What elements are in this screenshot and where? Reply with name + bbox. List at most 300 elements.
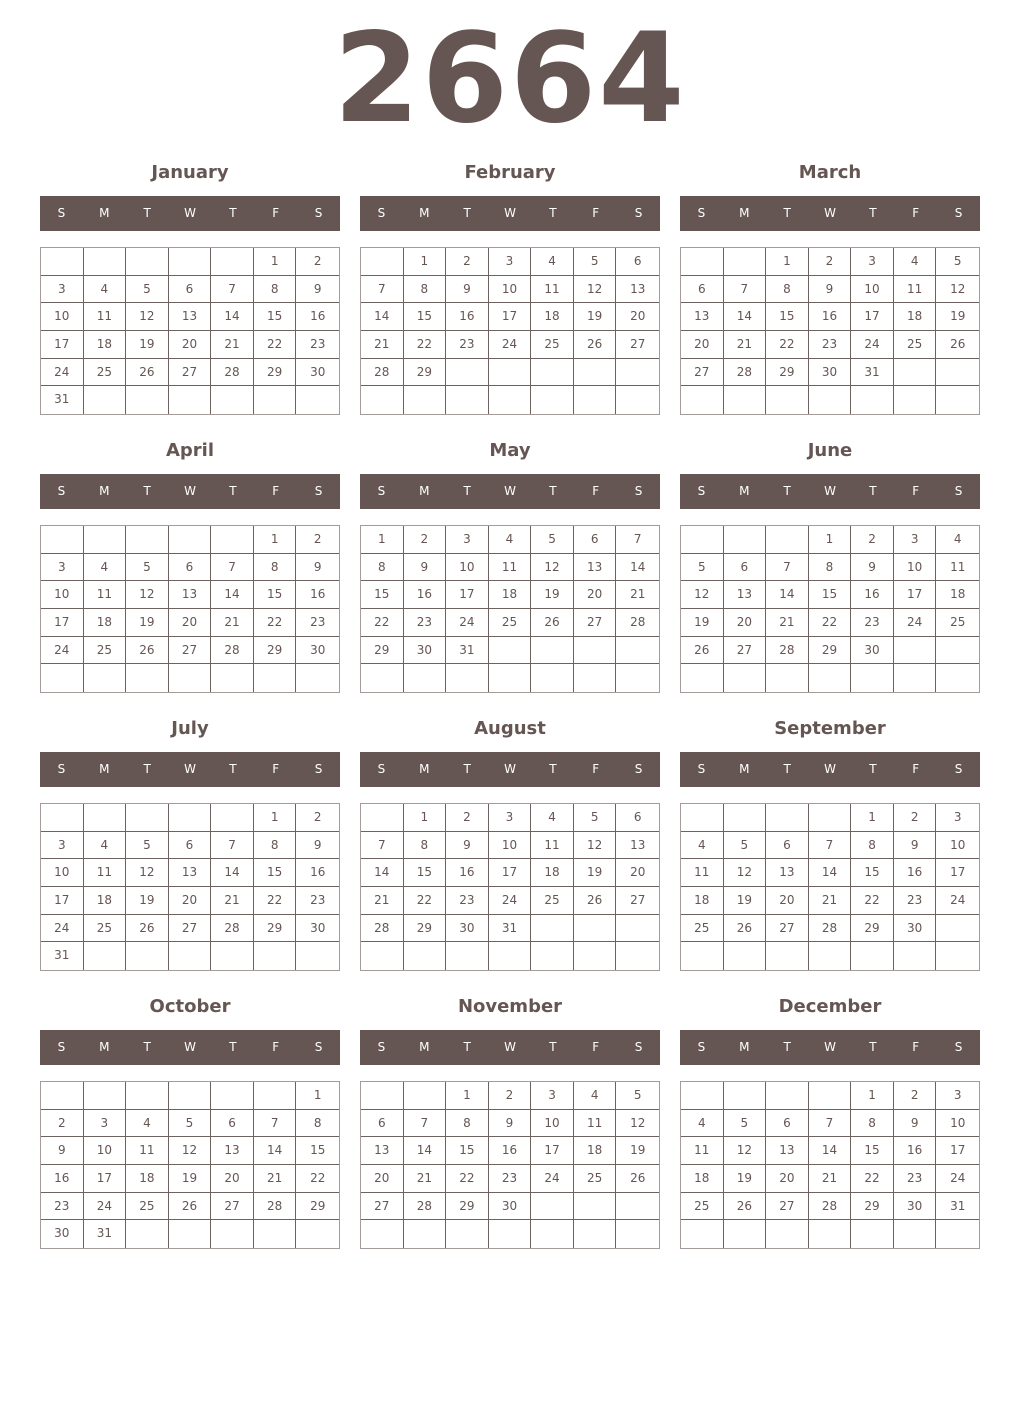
day-cell: 2 [894,1082,937,1110]
day-cell: 30 [489,1193,532,1221]
day-cell: 7 [211,554,254,582]
weekday-label: T [229,762,237,776]
day-cell [361,248,404,276]
day-cell: 17 [446,581,489,609]
day-cell: 25 [681,1193,724,1221]
day-cell: 21 [254,1165,297,1193]
day-cell: 15 [254,859,297,887]
day-cell: 4 [126,1110,169,1138]
weekday-label: F [592,484,600,498]
day-cell: 24 [84,1193,127,1221]
day-cell: 22 [851,887,894,915]
day-cell: 7 [809,1110,852,1138]
day-grid [40,1081,340,1249]
day-cell [41,248,84,276]
day-cell [489,1220,532,1248]
day-cell: 30 [296,637,339,665]
weekday-label: M [99,484,110,498]
day-cell: 19 [531,581,574,609]
day-cell: 7 [724,276,767,304]
day-cell: 17 [936,1137,979,1165]
day-cell: 2 [446,248,489,276]
day-cell [531,359,574,387]
day-cell [616,386,659,414]
day-cell [616,664,659,692]
day-cell [446,386,489,414]
day-cell: 23 [446,331,489,359]
day-cell: 11 [681,859,724,887]
weekday-label: S [314,1040,323,1054]
day-cell: 6 [766,1110,809,1138]
weekday-header [680,474,980,509]
day-cell: 25 [574,1165,617,1193]
day-cell [809,804,852,832]
weekday-label: W [504,206,516,220]
day-cell: 16 [446,859,489,887]
day-cell: 18 [531,859,574,887]
weekday-header [40,752,340,787]
day-cell: 5 [574,248,617,276]
day-cell: 19 [681,609,724,637]
day-cell [616,1220,659,1248]
day-cell [936,942,979,970]
weekday-label: T [549,484,557,498]
day-cell: 10 [489,276,532,304]
day-cell: 27 [681,359,724,387]
day-cell [169,942,212,970]
weekday-label: S [634,206,643,220]
day-cell: 20 [574,581,617,609]
day-cell [574,1220,617,1248]
day-cell: 31 [446,637,489,665]
day-cell [211,526,254,554]
day-cell: 16 [894,1137,937,1165]
day-cell: 8 [851,1110,894,1138]
day-cell: 12 [126,581,169,609]
day-cell [616,1193,659,1221]
day-cell: 26 [724,915,767,943]
weekday-label: S [314,206,323,220]
day-cell: 11 [84,303,127,331]
weekday-label: S [377,206,386,220]
weekday-label: T [143,206,151,220]
weekday-label: S [954,484,963,498]
day-cell: 15 [851,859,894,887]
day-grid [40,803,340,971]
weekday-label: T [869,1040,877,1054]
day-cell [489,359,532,387]
weekday-label: T [229,1040,237,1054]
day-cell: 21 [404,1165,447,1193]
day-cell: 4 [894,248,937,276]
weekday-label: S [697,762,706,776]
day-cell [894,1220,937,1248]
day-cell [446,1220,489,1248]
day-cell: 20 [616,859,659,887]
day-cell: 25 [894,331,937,359]
weekday-label: T [463,206,471,220]
day-cell: 3 [41,832,84,860]
day-cell: 30 [296,359,339,387]
day-cell [531,915,574,943]
weekday-label: T [143,1040,151,1054]
month-title: September [774,718,886,739]
day-cell: 15 [851,1137,894,1165]
day-cell: 12 [681,581,724,609]
day-cell: 19 [616,1137,659,1165]
weekday-label: M [419,762,430,776]
weekday-label: S [314,484,323,498]
day-cell: 6 [169,276,212,304]
weekday-label: F [912,1040,920,1054]
day-cell: 5 [936,248,979,276]
day-cell: 18 [84,331,127,359]
day-cell [724,1220,767,1248]
day-cell: 17 [489,303,532,331]
day-cell: 28 [766,637,809,665]
day-cell: 15 [254,303,297,331]
weekday-label: T [229,206,237,220]
day-cell: 21 [211,331,254,359]
day-cell: 13 [574,554,617,582]
weekday-label: M [739,206,750,220]
day-cell: 9 [296,276,339,304]
day-cell [361,942,404,970]
day-cell: 22 [446,1165,489,1193]
day-cell: 12 [126,303,169,331]
day-cell: 6 [574,526,617,554]
day-cell: 13 [169,859,212,887]
day-cell: 14 [809,859,852,887]
day-cell: 23 [894,887,937,915]
weekday-label: S [57,1040,66,1054]
weekday-label: W [504,484,516,498]
day-cell: 14 [361,303,404,331]
day-cell: 10 [41,859,84,887]
weekday-label: T [143,762,151,776]
day-cell: 24 [41,359,84,387]
day-cell [616,942,659,970]
day-cell [809,1220,852,1248]
day-cell: 27 [169,637,212,665]
day-cell: 22 [404,887,447,915]
day-cell: 23 [296,609,339,637]
day-cell: 24 [41,637,84,665]
day-cell: 26 [724,1193,767,1221]
day-cell: 1 [851,1082,894,1110]
day-cell: 18 [894,303,937,331]
day-cell [681,248,724,276]
day-cell [296,942,339,970]
day-cell [126,1082,169,1110]
day-cell [446,359,489,387]
day-cell: 15 [404,303,447,331]
day-cell: 5 [126,554,169,582]
day-cell: 11 [126,1137,169,1165]
day-cell: 17 [936,859,979,887]
day-cell: 2 [809,248,852,276]
day-cell: 6 [361,1110,404,1138]
day-cell: 20 [766,887,809,915]
day-cell: 13 [169,303,212,331]
day-cell [126,526,169,554]
weekday-label: W [824,762,836,776]
day-cell: 14 [766,581,809,609]
month-title: March [798,162,862,183]
day-cell: 26 [574,331,617,359]
month-title: July [171,718,209,739]
day-cell: 13 [766,859,809,887]
day-cell: 11 [489,554,532,582]
day-cell: 31 [84,1220,127,1248]
day-cell [809,942,852,970]
day-cell: 16 [851,581,894,609]
day-cell [766,1220,809,1248]
day-cell: 11 [84,859,127,887]
day-cell: 10 [851,276,894,304]
day-cell: 12 [574,276,617,304]
day-cell [169,1220,212,1248]
day-cell: 22 [254,609,297,637]
day-cell [531,1220,574,1248]
day-cell: 19 [574,859,617,887]
day-cell: 26 [616,1165,659,1193]
weekday-label: M [419,1040,430,1054]
day-cell: 20 [361,1165,404,1193]
day-cell: 24 [936,887,979,915]
day-cell: 7 [766,554,809,582]
day-cell [531,942,574,970]
day-cell: 19 [574,303,617,331]
day-cell: 24 [936,1165,979,1193]
day-cell: 25 [489,609,532,637]
day-cell: 5 [126,832,169,860]
day-cell [489,942,532,970]
day-cell: 25 [681,915,724,943]
day-grid [680,803,980,971]
day-cell: 16 [809,303,852,331]
day-cell: 16 [41,1165,84,1193]
day-cell: 19 [126,609,169,637]
day-cell: 26 [126,915,169,943]
day-cell [681,942,724,970]
day-cell: 12 [724,1137,767,1165]
day-cell [126,1220,169,1248]
day-cell: 25 [936,609,979,637]
day-cell: 21 [361,331,404,359]
day-cell: 29 [851,915,894,943]
day-cell: 6 [766,832,809,860]
day-cell: 3 [41,554,84,582]
day-cell: 29 [254,359,297,387]
day-cell: 21 [361,887,404,915]
day-cell: 8 [254,276,297,304]
day-cell [489,386,532,414]
day-cell: 23 [809,331,852,359]
day-cell [724,248,767,276]
day-cell: 29 [851,1193,894,1221]
day-cell: 1 [254,804,297,832]
day-cell: 29 [404,915,447,943]
day-cell [894,942,937,970]
day-cell [169,526,212,554]
day-cell [531,637,574,665]
day-cell: 4 [681,832,724,860]
day-cell: 26 [126,637,169,665]
day-cell: 10 [531,1110,574,1138]
day-cell: 6 [211,1110,254,1138]
day-cell [126,804,169,832]
day-cell: 30 [41,1220,84,1248]
weekday-label: S [57,206,66,220]
day-cell: 16 [296,303,339,331]
day-cell: 1 [446,1082,489,1110]
weekday-label: M [739,484,750,498]
day-cell [41,1082,84,1110]
day-cell [766,386,809,414]
day-cell [574,1193,617,1221]
day-cell: 8 [766,276,809,304]
weekday-label: S [57,762,66,776]
day-cell: 20 [169,331,212,359]
weekday-label: F [272,206,280,220]
day-cell: 25 [126,1193,169,1221]
day-cell: 18 [126,1165,169,1193]
day-cell: 31 [41,386,84,414]
weekday-label: T [229,484,237,498]
day-cell: 13 [766,1137,809,1165]
day-cell [851,1220,894,1248]
weekday-header [360,474,660,509]
day-cell: 24 [489,887,532,915]
weekday-label: M [739,1040,750,1054]
day-cell: 8 [404,276,447,304]
day-cell: 13 [211,1137,254,1165]
day-cell [169,804,212,832]
day-grid [40,525,340,693]
day-cell: 10 [446,554,489,582]
day-cell: 28 [211,915,254,943]
day-cell [724,526,767,554]
day-cell: 24 [894,609,937,637]
day-cell: 1 [254,526,297,554]
day-cell [404,1220,447,1248]
day-cell: 17 [489,859,532,887]
day-cell: 23 [446,887,489,915]
day-cell: 11 [894,276,937,304]
day-cell [936,1220,979,1248]
day-cell [296,664,339,692]
day-cell: 11 [531,832,574,860]
day-cell: 14 [211,859,254,887]
day-cell [84,664,127,692]
day-cell: 27 [616,331,659,359]
day-cell: 2 [41,1110,84,1138]
day-cell: 4 [531,248,574,276]
day-cell: 19 [724,1165,767,1193]
day-cell: 3 [41,276,84,304]
day-cell: 7 [211,832,254,860]
day-cell: 2 [296,804,339,832]
weekday-label: M [419,484,430,498]
day-cell: 25 [531,331,574,359]
day-cell [936,359,979,387]
day-cell: 27 [211,1193,254,1221]
day-cell: 5 [681,554,724,582]
day-cell: 18 [681,887,724,915]
day-cell: 28 [361,915,404,943]
day-cell: 8 [254,832,297,860]
day-cell: 9 [41,1137,84,1165]
day-cell [404,942,447,970]
day-cell: 28 [211,359,254,387]
day-cell [254,1220,297,1248]
day-cell: 22 [404,331,447,359]
day-cell [851,664,894,692]
day-cell: 5 [616,1082,659,1110]
day-cell: 30 [296,915,339,943]
day-cell: 24 [851,331,894,359]
day-cell: 31 [489,915,532,943]
day-grid [360,803,660,971]
weekday-label: T [783,762,791,776]
day-cell: 17 [41,609,84,637]
weekday-header [360,1030,660,1065]
day-cell: 4 [84,554,127,582]
day-cell: 30 [809,359,852,387]
weekday-label: S [697,1040,706,1054]
day-cell [211,1082,254,1110]
day-cell: 1 [851,804,894,832]
weekday-label: S [314,762,323,776]
day-cell [126,386,169,414]
day-cell: 28 [211,637,254,665]
day-cell: 7 [361,276,404,304]
day-cell: 2 [296,526,339,554]
weekday-label: S [57,484,66,498]
day-cell: 11 [936,554,979,582]
day-cell: 29 [446,1193,489,1221]
day-cell: 9 [489,1110,532,1138]
day-cell: 16 [446,303,489,331]
weekday-label: M [99,1040,110,1054]
day-cell: 16 [489,1137,532,1165]
day-cell [84,804,127,832]
weekday-label: S [697,484,706,498]
day-grid [360,525,660,693]
day-cell: 19 [169,1165,212,1193]
day-cell: 12 [616,1110,659,1138]
day-cell [254,942,297,970]
day-cell: 22 [254,887,297,915]
day-cell [766,804,809,832]
weekday-label: S [697,206,706,220]
day-cell: 29 [254,637,297,665]
day-cell [254,386,297,414]
weekday-label: T [869,484,877,498]
day-cell: 18 [489,581,532,609]
day-cell [531,664,574,692]
day-cell [894,637,937,665]
weekday-label: F [272,484,280,498]
day-cell: 15 [766,303,809,331]
day-cell [169,1082,212,1110]
day-cell [169,248,212,276]
day-cell: 14 [254,1137,297,1165]
day-cell: 15 [446,1137,489,1165]
weekday-label: T [463,1040,471,1054]
day-cell [41,664,84,692]
